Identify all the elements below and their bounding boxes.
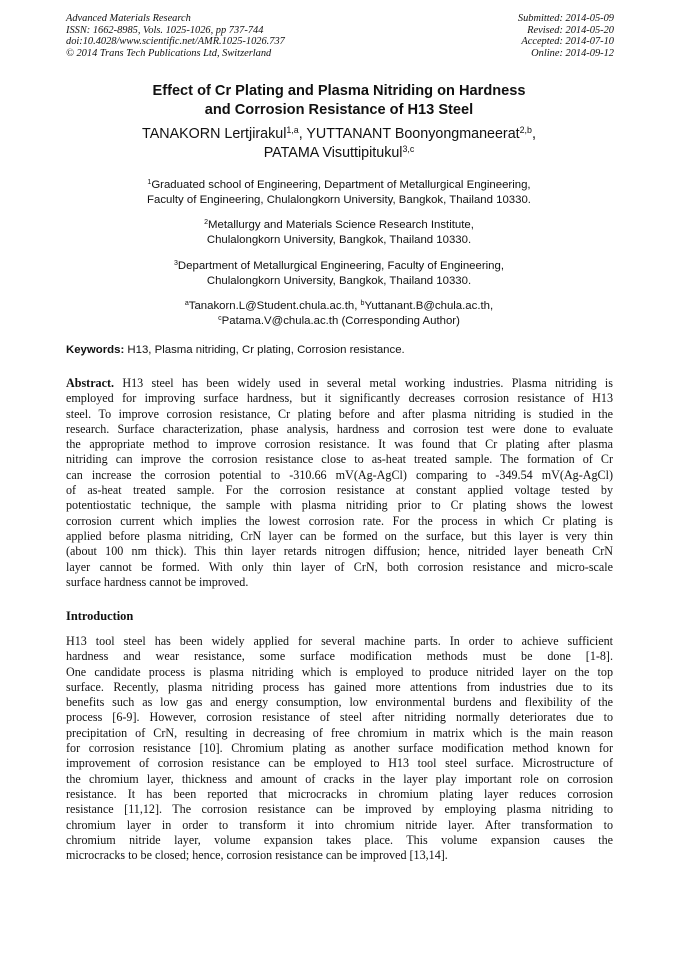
author-name: TANAKORN Lertjirakul [142, 126, 287, 142]
abstract-line: surface hardness cannot be improved. [66, 574, 249, 589]
body-line: for corrosion resistance [10]. Chromium plating as another surface modification method known for [66, 741, 613, 756]
keywords-label: Keywords: [66, 344, 125, 356]
author-emails [60, 299, 618, 329]
abstract-line: can increase the corrosion potential to -310.66 mV(Ag-AgCl) comparing to -349.54 mV(Ag-AgCl) [66, 467, 613, 482]
abstract-line: employed for improving surface hardness, but it significantly decreases corrosion resistance of H13 [66, 391, 613, 406]
keywords [66, 343, 405, 358]
abstract-line: of as-heat treated sample. For the corrosion resistance at constant applied voltage tested by [66, 483, 613, 498]
affiliation-mark: 2 [204, 219, 208, 227]
online-date: Online: 2014-09-12 [531, 47, 614, 59]
author-name: YUTTANANT Boonyongmaneerat [306, 126, 520, 142]
author-affiliation-mark: 2,b [519, 125, 532, 136]
affiliation-mark: 1 [147, 179, 152, 187]
email-line [60, 314, 618, 329]
abstract [66, 376, 613, 590]
abstract-label: Abstract. [66, 376, 115, 390]
email-address[interactable]: Yuttanant.B@chula.ac.th, [364, 300, 494, 312]
issn-line: ISSN: 1662-8985, Vols. 1025-1026, pp 737-744 [66, 24, 264, 36]
author-separator: , [298, 126, 307, 142]
affiliation-mark: 3 [174, 260, 178, 268]
affiliation-1 [60, 178, 618, 208]
affiliation-line: Faculty of Engineering, Chulalongkorn University, Bangkok, Thailand 10330. [147, 194, 531, 206]
email-mark: c [218, 315, 222, 323]
body-line: process [6-9]. However, corrosion resistance of steel after nitriding normally deteriorates due to [66, 710, 613, 725]
title-line: and Corrosion Resistance of H13 Steel [204, 102, 474, 118]
author-line [60, 144, 618, 163]
author-name: PATAMA Visuttipitukul [263, 145, 403, 161]
abstract-line: steel. To improve corrosion resistance, Cr plating before and after plasma nitriding is studied in the [66, 406, 613, 421]
body-line: resistance. It has been reported that microcracks in chromium plating layer reduces corrosion [66, 786, 613, 801]
body-line: microcracks to be closed; hence, corrosion resistance can be improved [13,14]. [66, 848, 448, 863]
email-mark: b [360, 300, 365, 308]
body-line: precipitation of CrN, resulting in decreasing of free chromium in matrix which is the main reason [66, 725, 613, 740]
abstract-line: research. Surface characterization, phase analysis, hardness and corrosion test were done to evaluate [66, 421, 613, 436]
body-line: resistance [11,12]. The corrosion resistance can be improved by employing plasma nitriding to [66, 802, 613, 817]
body-line: improvement of corrosion resistance can be employed to H13 tool steel surface. Microstructure of [66, 756, 613, 771]
email-mark: a [184, 300, 189, 308]
abstract-line: (about 100 nm thick). This thin layer retards nitrogen diffusion; hence, nitrided layer beneath CrN [66, 544, 613, 559]
copyright-line: © 2014 Trans Tech Publications Ltd, Switzerland [66, 47, 272, 59]
affiliation-line: Chulalongkorn University, Bangkok, Thailand 10330. [206, 234, 472, 246]
author-list [60, 125, 618, 163]
abstract-line: the appropriate method to improve corrosion resistance. It was found that Cr plating after plasma [66, 437, 613, 452]
accepted-date: Accepted: 2014-07-10 [521, 36, 614, 48]
revised-date: Revised: 2014-05-20 [527, 24, 614, 36]
abstract-line: Abstract. H13 steel has been widely used in several metal working industries. Plasma nitriding is [66, 376, 613, 390]
abstract-line: applied before plasma nitriding, CrN layer can be formed on the surface, but this layer is very thin [66, 528, 613, 543]
abstract-line: layer cannot be formed. With only thin layer of CrN, both corrosion resistance and micro-scale [66, 559, 613, 574]
body-line: hardness and wear resistance, some surface modification methods must be done [1-8]. [66, 649, 613, 664]
body-line: H13 tool steel has been widely applied for several machine parts. In order to achieve sufficient [66, 634, 613, 648]
author-affiliation-mark: 1,a [286, 125, 299, 136]
abstract-line: corrosion current which implies the lowest corrosion rate. For the process in which Cr plating is [66, 513, 613, 528]
email-address[interactable]: Patama.V@chula.ac.th (Corresponding Author) [221, 315, 460, 327]
title-line: Effect of Cr Plating and Plasma Nitriding on Hardness [152, 83, 526, 99]
email-line [60, 299, 618, 314]
author-line [60, 125, 618, 144]
body-line: surface. Recently, plasma nitriding process has gained more attentions from industries due to its [66, 679, 613, 694]
journal-name: Advanced Materials Research [66, 13, 191, 24]
body-line: the chromium layer, thickness and amount of cracks in the layer play important role on corrosion [66, 771, 613, 786]
affiliation-3 [60, 259, 618, 289]
submitted-date: Submitted: 2014-05-09 [517, 13, 614, 24]
journal-info-header [66, 13, 285, 59]
body-line: One candidate process is plasma nitriding which is employed to produce nitrided layer on the top [66, 664, 613, 679]
affiliation-2 [60, 218, 618, 248]
body-line: chromium layer in order to transform it into chromium nitride layer. After transformation to [66, 817, 613, 832]
affiliation-line: $^1$Graduated school of Engineering, Department of Metallurgical Engineering, [147, 179, 531, 191]
doi-line: doi:10.4028/www.scientific.net/AMR.1025-1026.737 [66, 36, 285, 48]
affiliation-line: $^2$Metallurgy and Materials Science Research Institute, [204, 219, 474, 231]
dates-header [518, 13, 614, 59]
email-address[interactable]: Tanakorn.L@Student.chula.ac.th, [188, 300, 361, 312]
body-line: benefits such as low gas and energy consumption, low environmental burdens and flexibility of the [66, 695, 613, 710]
affiliation-line: $^3$Department of Metallurgical Engineering, Faculty of Engineering, [174, 260, 504, 272]
body-line: chromium nitride layer, volume expansion takes place. This volume expansion causes the [66, 832, 613, 847]
keywords-text: H13, Plasma nitriding, Cr plating, Corrosion resistance. [124, 344, 405, 356]
introduction-body [66, 634, 613, 863]
affiliation-line: Chulalongkorn University, Bangkok, Thailand 10330. [206, 275, 472, 287]
paper-title [60, 82, 618, 120]
author-separator: , [531, 126, 536, 142]
introduction-heading: Introduction [66, 609, 134, 623]
abstract-line: nitriding can improve the corrosion resistance close to as-heat treated sample. The formation of Cr [66, 452, 613, 467]
author-affiliation-mark: 3,c [402, 144, 415, 155]
abstract-line: potentiostatic technique, the sample with plasma nitriding prior to Cr plating shows the lowest [66, 498, 613, 513]
